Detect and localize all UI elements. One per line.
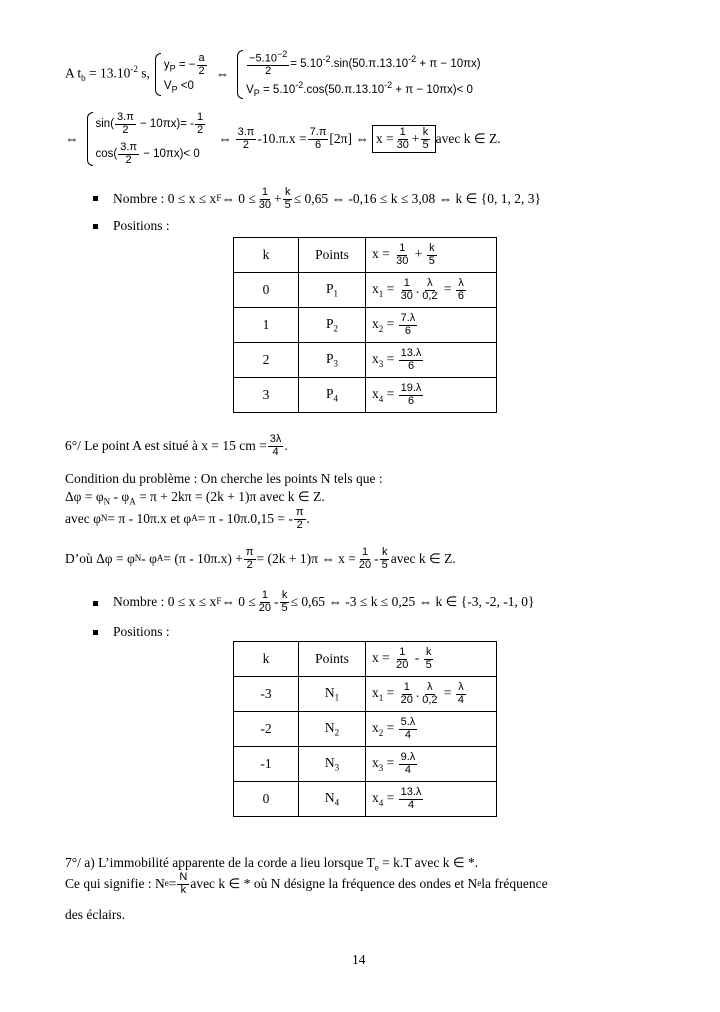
condition-line: Condition du problème : On cherche les points N tels que : xyxy=(65,471,383,486)
bullet-nombre-2: Nombre : 0 ≤ x ≤ x F ⇔ 0 ≤ $\frac{1}{20}$ - $\frac{k}{5}$ ≤ 0,65 ⇔ -3 ≤ k ≤ 0,25 ⇔ k ∈ {-3, -2, -1, 0} xyxy=(113,589,535,614)
bullet-icon xyxy=(93,630,98,635)
table-row: 1 $P_2$ $x_2$ = $\frac{7.\lambda}{6}$ xyxy=(234,308,497,343)
delta-phi-line: $\Delta\varphi = \varphi_N - \varphi_A = \pi + 2k\pi = (2k + 1)\pi$ avec k ∈ Z. xyxy=(65,489,325,507)
bullet-nombre-1: Nombre : 0 ≤ x ≤ x F ⇔ 0 ≤ $\frac{1}{30}$ + $\frac{k}{5}$ ≤ 0,65 ⇔ -0,16 ≤ k ≤ 3,08 ⇔ k ∈ {0, 1, 2, 3} xyxy=(113,186,541,211)
system-1: $y_P$ = − $\frac{a}{2}$ $V_P <0$ xyxy=(155,53,208,96)
section-7-line-1: 7°/ a) L’immobilité apparente de la corde a lieu lorsque $T_e = k.T$ avec k ∈ *. xyxy=(65,855,479,873)
bullet-positions-2: Positions : xyxy=(113,624,170,639)
system-2: $\frac{-5.10^{-2}}{2}$ = $5.10^{-2}.\sin(50.\pi.13.10^{-2} + \pi - 10\pi x)$ $V_P = 5.10^{-2}.\cos(50.\pi.13.10^{-2} + \pi - 10\pi x)< 0$ xyxy=(237,50,481,99)
table-row: 0 $P_1$ $x_1$ = $\frac{1}{30}$ . $\frac{\lambda}{0,2}$ = $\frac{\lambda}{6}$ xyxy=(234,273,497,308)
positions-table-p xyxy=(233,237,497,413)
page-number: 14 xyxy=(352,952,366,967)
section-6-line: 6°/ Le point A est situé à x = 15 cm = $\frac{3\lambda}{4}$ . xyxy=(65,433,288,458)
system-3: sin( $\frac{3.\pi}{2}$ − 10πx)= - $\frac{1}{2}$ cos( $\frac{3.\pi}{2}$ − 10πx)< 0 xyxy=(87,112,207,166)
result-box: x = $\frac{1}{30}$ + $\frac{k}{5}$ xyxy=(372,125,436,153)
bullet-icon xyxy=(93,224,98,229)
avec-line: avec φ N = π - 10π.x et φ A = π - 10π.0,15 = - π 2 . xyxy=(65,506,310,531)
table-row: 2 $P_3$ $x_3$ = $\frac{13.\lambda}{6}$ xyxy=(234,343,497,378)
table-row: -3 $N_1$ $x_1$ = $\frac{1}{20}$ . $\frac{\lambda}{0,2}$ = $\frac{\lambda}{4}$ xyxy=(234,677,497,712)
bullet-icon xyxy=(93,196,98,201)
table-row: -1 $N_3$ $x_3$ = $\frac{9.\lambda}{4}$ xyxy=(234,747,497,782)
line-2: ⇔ sin( $\frac{3.\pi}{2}$ − 10πx)= - $\frac{1}{2}$ cos( $\frac{3.\pi}{2}$ − 10πx)< 0 ⇔ 3.π 2 -10.π.x = $\frac{7.\pi}{6}$ [2π] ⇔ x = $\frac{1}{30}$ + $\frac{k}{5}$ avec k ∈ Z. xyxy=(65,111,501,166)
table-row: 3 $P_4$ $x_4$ = $\frac{19.\lambda}{6}$ xyxy=(234,378,497,413)
dou-line: D’où Δφ = φ N - φ A = (π - 10π.x) + $\frac{\pi}{2}$ = (2k + 1)π ⇔ x = $\frac{1}{20}$ - k 5 avec k ∈ Z. xyxy=(65,546,456,571)
table-row: -2 $N_2$ $x_2$ = $\frac{5.\lambda}{4}$ xyxy=(234,712,497,747)
bullet-icon xyxy=(93,601,98,606)
line-1: A $t_b = 13.10^{-2}$ s, $y_P$ = − $\frac{a}{2}$ $V_P <0$ ⇔ $\frac{-5.10^{-2}}{2}$ = $5.10^{-2}.\sin(50.\pi.13.10^{-2} + \pi - 10\pi x)$ $V_P = 5.10^{-2}.\cos(50.\pi.13.10^{-2} + \pi - 10\pi x)< 0$ xyxy=(65,49,481,98)
positions-table-n xyxy=(233,641,497,817)
bullet-positions-1: Positions : xyxy=(113,218,170,233)
section-7-line-3: des éclairs. xyxy=(65,907,125,922)
table-header: k Points x = $\frac{1}{20}$ - $\frac{k}{5}$ xyxy=(234,642,497,677)
table-row: 0 $N_4$ $x_4$ = $\frac{13.\lambda}{4}$ xyxy=(234,782,497,817)
section-7-line-2: Ce qui signifie : N e = $\frac{N}{k}$ avec k ∈ * où N désigne la fréquence des ondes et N e la fréquence xyxy=(65,871,548,896)
table-header: k Points x = $\frac{1}{30}$ + $\frac{k}{5}$ xyxy=(234,238,497,273)
